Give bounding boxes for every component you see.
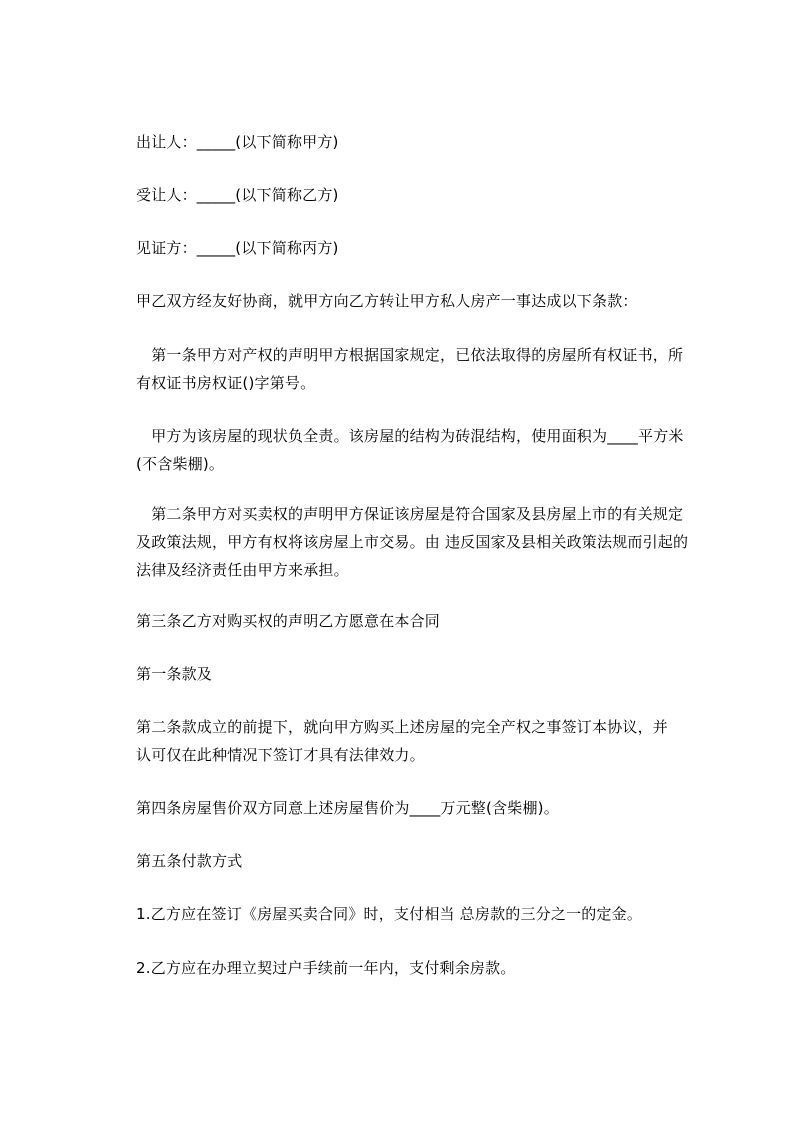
party-buyer xyxy=(136,181,704,209)
payment-1-text: 1.乙方应在签订《房屋买卖合同》时，支付相当 总房款的三分之一的定金。 xyxy=(136,905,643,923)
party-witness-text: 见证方：_____(以下简称丙方) xyxy=(136,239,339,257)
article-5-text: 第五条付款方式 xyxy=(136,852,243,870)
article-1-line-2: 有权证书房权证()字第号。 xyxy=(136,374,316,392)
payment-1-paragraph xyxy=(136,900,704,928)
article-1-paragraph xyxy=(136,341,704,397)
article-5-paragraph xyxy=(136,847,704,875)
payment-2-paragraph xyxy=(136,954,704,982)
party-buyer-text: 受让人：_____(以下简称乙方) xyxy=(136,186,339,204)
intro-text: 甲乙双方经友好协商，就甲方向乙方转让甲方私人房产一事达成以下条款： xyxy=(136,292,638,310)
article-4-paragraph xyxy=(136,794,704,822)
party-witness xyxy=(136,234,704,262)
article-2-line-3: 法律及经济责任由甲方来承担。 xyxy=(136,561,349,579)
article-4-text: 第四条房屋售价双方同意上述房屋售价为____万元整(含柴棚)。 xyxy=(136,799,559,817)
article-3-sub-2-paragraph xyxy=(136,713,704,769)
party-seller-text: 出让人：_____(以下简称甲方) xyxy=(136,133,339,151)
article-2-paragraph xyxy=(136,500,704,584)
article-3-sub-2-line-2: 认可仅在此种情况下签订才具有法律效力。 xyxy=(136,746,425,764)
article-2-line-1: 第二条甲方对买卖权的声明甲方保证该房屋是符合国家及县房屋上市的有关规定 xyxy=(136,505,684,523)
article-1b-line-1: 甲方为该房屋的现状负全责。该房屋的结构为砖混结构，使用面积为____平方米 xyxy=(136,427,684,445)
article-1b-line-2: (不含柴棚)。 xyxy=(136,455,225,473)
payment-2-text: 2.乙方应在办理立契过户手续前一年内，支付剩余房款。 xyxy=(136,959,516,977)
article-3-sub-1-text: 第一条款及 xyxy=(136,665,213,683)
article-1b-paragraph xyxy=(136,422,704,478)
article-3-sub-1-paragraph xyxy=(136,660,704,688)
article-3-sub-2-line-1: 第二条款成立的前提下，就向甲方购买上述房屋的完全产权之事签订本协议，并 xyxy=(136,718,669,736)
article-3-text: 第三条乙方对购买权的声明乙方愿意在本合同 xyxy=(136,612,441,630)
party-seller xyxy=(136,128,704,156)
intro-paragraph xyxy=(136,287,704,315)
article-3-paragraph xyxy=(136,607,704,635)
article-1-line-1: 第一条甲方对产权的声明甲方根据国家规定，已依法取得的房屋所有权证书，所 xyxy=(136,346,684,364)
article-2-line-2: 及政策法规，甲方有权将该房屋上市交易。由 违反国家及县相关政策法规而引起的 xyxy=(136,533,689,551)
